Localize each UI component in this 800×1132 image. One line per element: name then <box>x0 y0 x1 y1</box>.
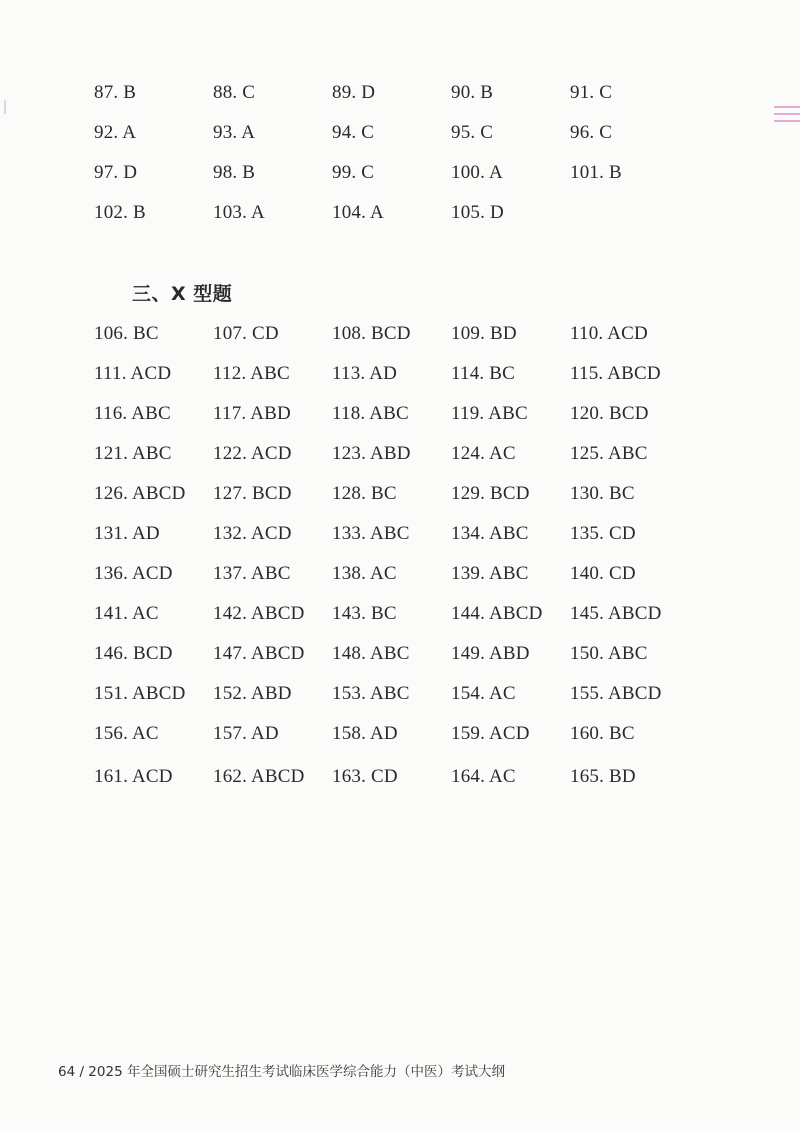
answer-item: 153. ABC <box>332 683 410 704</box>
answer-item: 144. ABCD <box>451 603 543 624</box>
answer-item: 128. BC <box>332 483 397 504</box>
answer-item: 98. B <box>213 162 256 183</box>
answer-item: 154. AC <box>451 683 516 704</box>
answer-item: 157. AD <box>213 723 279 744</box>
answer-item: 126. ABCD <box>94 483 186 504</box>
answer-item: 110. ACD <box>570 323 648 344</box>
answer-item: 95. C <box>451 122 494 143</box>
answer-item: 165. BD <box>570 766 636 787</box>
answer-row <box>0 519 800 549</box>
answer-row <box>0 319 800 349</box>
answer-row <box>0 359 800 389</box>
answer-row <box>0 719 800 749</box>
answer-row <box>0 399 800 429</box>
answer-item: 113. AD <box>332 363 398 384</box>
answer-item: 148. ABC <box>332 643 410 664</box>
answer-item: 120. BCD <box>570 403 649 424</box>
answer-item: 100. A <box>451 162 503 183</box>
answer-item: 119. ABC <box>451 403 528 424</box>
answer-item: 164. AC <box>451 766 516 787</box>
answer-item: 137. ABC <box>213 563 291 584</box>
answer-item: 133. ABC <box>332 523 410 544</box>
answer-item: 143. BC <box>332 603 397 624</box>
answer-item: 112. ABC <box>213 363 290 384</box>
answer-item: 99. C <box>332 162 375 183</box>
answer-item: 117. ABD <box>213 403 291 424</box>
answer-item: 125. ABC <box>570 443 648 464</box>
answer-item: 97. D <box>94 162 138 183</box>
answer-row <box>0 479 800 509</box>
answer-item: 111. ACD <box>94 363 172 384</box>
page-footer: 64 / 2025 年全国硕士研究生招生考试临床医学综合能力（中医）考试大纲 <box>58 1064 505 1080</box>
answer-row <box>0 679 800 709</box>
answer-item: 146. BCD <box>94 643 173 664</box>
answer-item: 145. ABCD <box>570 603 662 624</box>
answer-item: 122. ACD <box>213 443 292 464</box>
answer-item: 94. C <box>332 122 375 143</box>
answer-item: 88. C <box>213 82 256 103</box>
answer-item: 118. ABC <box>332 403 409 424</box>
answer-item: 96. C <box>570 122 613 143</box>
answer-item: 104. A <box>332 202 384 223</box>
answer-row <box>0 599 800 629</box>
answer-item: 91. C <box>570 82 613 103</box>
answer-row <box>0 639 800 669</box>
answer-item: 105. D <box>451 202 504 223</box>
answer-item: 87. B <box>94 82 137 103</box>
answer-item: 127. BCD <box>213 483 292 504</box>
answer-row <box>0 762 800 792</box>
answer-item: 89. D <box>332 82 376 103</box>
answer-item: 156. AC <box>94 723 159 744</box>
answer-item: 124. AC <box>451 443 516 464</box>
answer-item: 163. CD <box>332 766 398 787</box>
answer-item: 121. ABC <box>94 443 172 464</box>
answer-item: 159. ACD <box>451 723 530 744</box>
answer-item: 138. AC <box>332 563 397 584</box>
answer-item: 160. BC <box>570 723 635 744</box>
answer-item: 155. ABCD <box>570 683 662 704</box>
answer-item: 103. A <box>213 202 265 223</box>
answer-item: 129. BCD <box>451 483 530 504</box>
answer-item: 151. ABCD <box>94 683 186 704</box>
answer-item: 101. B <box>570 162 622 183</box>
answer-item: 149. ABD <box>451 643 530 664</box>
answer-item: 123. ABD <box>332 443 411 464</box>
answer-item: 150. ABC <box>570 643 648 664</box>
answer-item: 134. ABC <box>451 523 529 544</box>
answer-row <box>0 439 800 469</box>
answer-item: 152. ABD <box>213 683 292 704</box>
answer-item: 158. AD <box>332 723 398 744</box>
answer-item: 162. ABCD <box>213 766 305 787</box>
answer-item: 90. B <box>451 82 494 103</box>
answer-item: 116. ABC <box>94 403 171 424</box>
answer-item: 107. CD <box>213 323 279 344</box>
answer-item: 131. AD <box>94 523 160 544</box>
section-heading: 三、X 型题 <box>132 283 233 305</box>
answer-item: 130. BC <box>570 483 635 504</box>
answer-item: 141. AC <box>94 603 159 624</box>
answer-item: 161. ACD <box>94 766 173 787</box>
answer-item: 114. BC <box>451 363 516 384</box>
answer-item: 139. ABC <box>451 563 529 584</box>
answer-item: 142. ABCD <box>213 603 305 624</box>
scan-edge-artifact <box>774 113 800 115</box>
answer-row <box>0 559 800 589</box>
answer-item: 132. ACD <box>213 523 292 544</box>
answer-item: 140. CD <box>570 563 636 584</box>
answer-item: 109. BD <box>451 323 517 344</box>
answer-item: 115. ABCD <box>570 363 661 384</box>
answer-item: 108. BCD <box>332 323 411 344</box>
answer-item: 102. B <box>94 202 146 223</box>
answer-row <box>0 158 800 188</box>
answer-item: 92. A <box>94 122 137 143</box>
answer-item: 93. A <box>213 122 256 143</box>
answer-item: 147. ABCD <box>213 643 305 664</box>
answer-item: 136. ACD <box>94 563 173 584</box>
answer-row <box>0 78 800 108</box>
answer-row <box>0 118 800 148</box>
answer-item: 106. BC <box>94 323 159 344</box>
answer-item: 135. CD <box>570 523 636 544</box>
answer-row <box>0 198 800 228</box>
